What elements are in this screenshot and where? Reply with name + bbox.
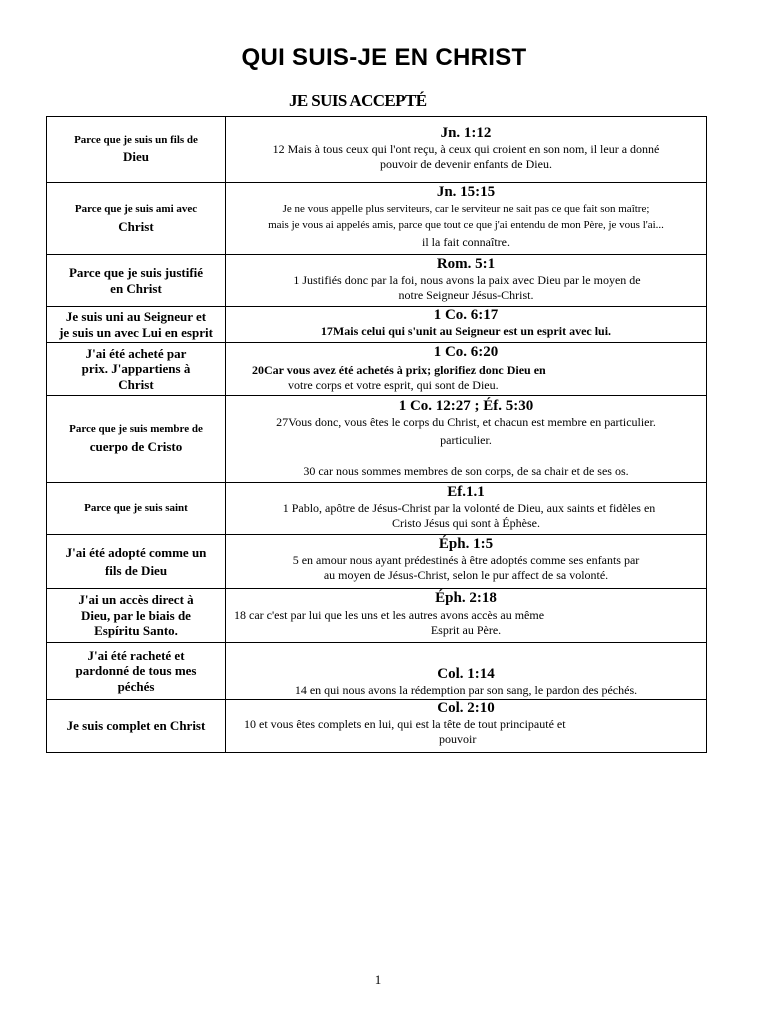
- table-row: [47, 483, 707, 535]
- verse-cell: [226, 396, 707, 483]
- verse-line: 12 Mais à tous ceux qui l'ont reçu, à ceux qui croient en son nom, il leur a donné: [272, 142, 660, 156]
- page-title: QUI SUIS-JE EN CHRIST: [241, 44, 527, 71]
- verse-cell: [226, 343, 707, 396]
- reason-line: Parce que je suis justifié: [68, 264, 204, 280]
- verse-reference: Ef.1.1: [447, 484, 485, 500]
- reason-cell: [47, 255, 226, 307]
- verse-line: 14 en qui nous avons la rédemption par son sang, le pardon des péchés.: [294, 683, 638, 697]
- verse-reference: 1 Co. 12:27 ; Éf. 5:30: [398, 398, 534, 414]
- reason-line: J'ai été acheté par: [85, 345, 187, 361]
- verse-line: 5 en amour nous ayant prédestinés à être adoptés comme ses enfants par: [292, 553, 640, 567]
- verse-cell: [226, 643, 707, 700]
- verse-reference: Éph. 1:5: [438, 536, 494, 552]
- reason-line: Christ: [118, 218, 154, 234]
- table-row: [47, 255, 707, 307]
- verse-line: 18 car c'est par lui que les uns et les autres avons accès au même: [234, 608, 545, 622]
- verse-line: Je ne vous appelle plus serviteurs, car le serviteur ne sait pas ce que fait son maître;: [282, 203, 650, 215]
- reason-line: je suis un avec Lui en esprit: [59, 324, 213, 340]
- verse-line: il la fait connaître.: [422, 235, 510, 249]
- reason-line: pardonné de tous mes: [75, 663, 197, 679]
- verse-reference: 1 Co. 6:20: [433, 344, 499, 360]
- reason-line: Parce que je suis saint: [84, 501, 188, 514]
- reason-cell: [47, 643, 226, 700]
- reason-line: prix. J'appartiens à: [81, 361, 191, 377]
- table-row: [47, 643, 707, 700]
- table-row: [47, 589, 707, 643]
- verse-line: au moyen de Jésus-Christ, selon le pur affect de sa volonté.: [323, 568, 609, 582]
- verse-line: pouvoir de devenir enfants de Dieu.: [380, 157, 552, 171]
- table-row: [47, 183, 707, 255]
- reason-cell: [47, 535, 226, 589]
- verse-line: notre Seigneur Jésus-Christ.: [398, 288, 534, 302]
- reason-line: J'ai été adopté comme un: [65, 544, 207, 560]
- reason-line: Je suis complet en Christ: [66, 718, 206, 734]
- reason-line: Parce que je suis ami avec: [74, 202, 198, 215]
- verse-line: 27Vous donc, vous êtes le corps du Christ, et chacun est membre en particulier.: [276, 415, 656, 429]
- reason-line: J'ai été racheté et: [87, 647, 185, 663]
- verse-cell: [226, 183, 707, 255]
- verse-line: 20Car vous avez été achetés à prix; glorifiez donc Dieu en: [252, 363, 546, 377]
- verse-reference: Col. 2:10: [437, 700, 495, 716]
- verse-reference: 1 Co. 6:17: [433, 307, 499, 323]
- page-number: 1: [374, 972, 382, 987]
- reason-line: Parce que je suis un fils de: [74, 134, 198, 147]
- verse-line: pouvoir: [439, 732, 477, 746]
- verse-line: mais je vous ai appelés amis, parce que tout ce que j'ai entendu de mon Père, je vous l'ai...: [268, 219, 664, 231]
- reason-line: péchés: [117, 678, 155, 694]
- verse-line: Esprit au Père.: [430, 623, 502, 637]
- verse-line: 30 car nous sommes membres de son corps, de sa chair et de ses os.: [303, 464, 629, 478]
- identity-table: [46, 116, 707, 753]
- verse-cell: [226, 307, 707, 343]
- verse-cell: [226, 255, 707, 307]
- reason-line: fils de Dieu: [104, 562, 168, 578]
- table-row: [47, 117, 707, 183]
- verse-cell: [226, 535, 707, 589]
- verse-line: 10 et vous êtes complets en lui, qui est la tête de tout principauté et: [244, 717, 566, 731]
- reason-cell: [47, 183, 226, 255]
- reason-line: en Christ: [110, 280, 162, 296]
- reason-line: J'ai un accès direct à: [78, 592, 194, 608]
- verse-cell: [226, 589, 707, 643]
- verse-cell: [226, 483, 707, 535]
- table-row: [47, 307, 707, 343]
- verse-line: particulier.: [440, 433, 492, 447]
- reason-cell: [47, 307, 226, 343]
- reason-cell: [47, 483, 226, 535]
- reason-line: Espíritu Santo.: [94, 623, 178, 639]
- reason-cell: [47, 343, 226, 396]
- verse-line: 1 Justifiés donc par la foi, nous avons la paix avec Dieu par le moyen de: [293, 273, 641, 287]
- section-subtitle: JE SUIS ACCEPTÉ: [289, 91, 427, 110]
- verse-line: 17Mais celui qui s'unit au Seigneur est un esprit avec lui.: [320, 324, 612, 338]
- reason-line: Parce que je suis membre de: [69, 423, 203, 436]
- reason-line: cuerpo de Cristo: [89, 439, 183, 455]
- reason-line: Dieu: [123, 149, 149, 165]
- reason-line: Christ: [118, 376, 154, 392]
- verse-line: votre corps et votre esprit, qui sont de Dieu.: [288, 378, 499, 392]
- verse-line: 1 Pablo, apôtre de Jésus-Christ par la volonté de Dieu, aux saints et fidèles en: [282, 501, 656, 515]
- table-row: [47, 700, 707, 753]
- verse-reference: Rom. 5:1: [436, 256, 496, 272]
- verse-reference: Jn. 1:12: [440, 125, 492, 141]
- reason-line: Dieu, par le biais de: [81, 607, 191, 623]
- verse-cell: [226, 117, 707, 183]
- table-row: [47, 343, 707, 396]
- verse-reference: Jn. 15:15: [436, 184, 496, 200]
- verse-reference: Col. 1:14: [437, 666, 495, 682]
- reason-cell: [47, 700, 226, 753]
- reason-cell: [47, 396, 226, 483]
- reason-cell: [47, 117, 226, 183]
- reason-cell: [47, 589, 226, 643]
- verse-line: Cristo Jésus qui sont à Éphèse.: [392, 516, 540, 530]
- table-row: [47, 396, 707, 483]
- reason-line: Je suis uni au Seigneur et: [65, 308, 207, 324]
- verse-reference: Éph. 2:18: [435, 590, 497, 606]
- table-row: [47, 535, 707, 589]
- verse-cell: [226, 700, 707, 753]
